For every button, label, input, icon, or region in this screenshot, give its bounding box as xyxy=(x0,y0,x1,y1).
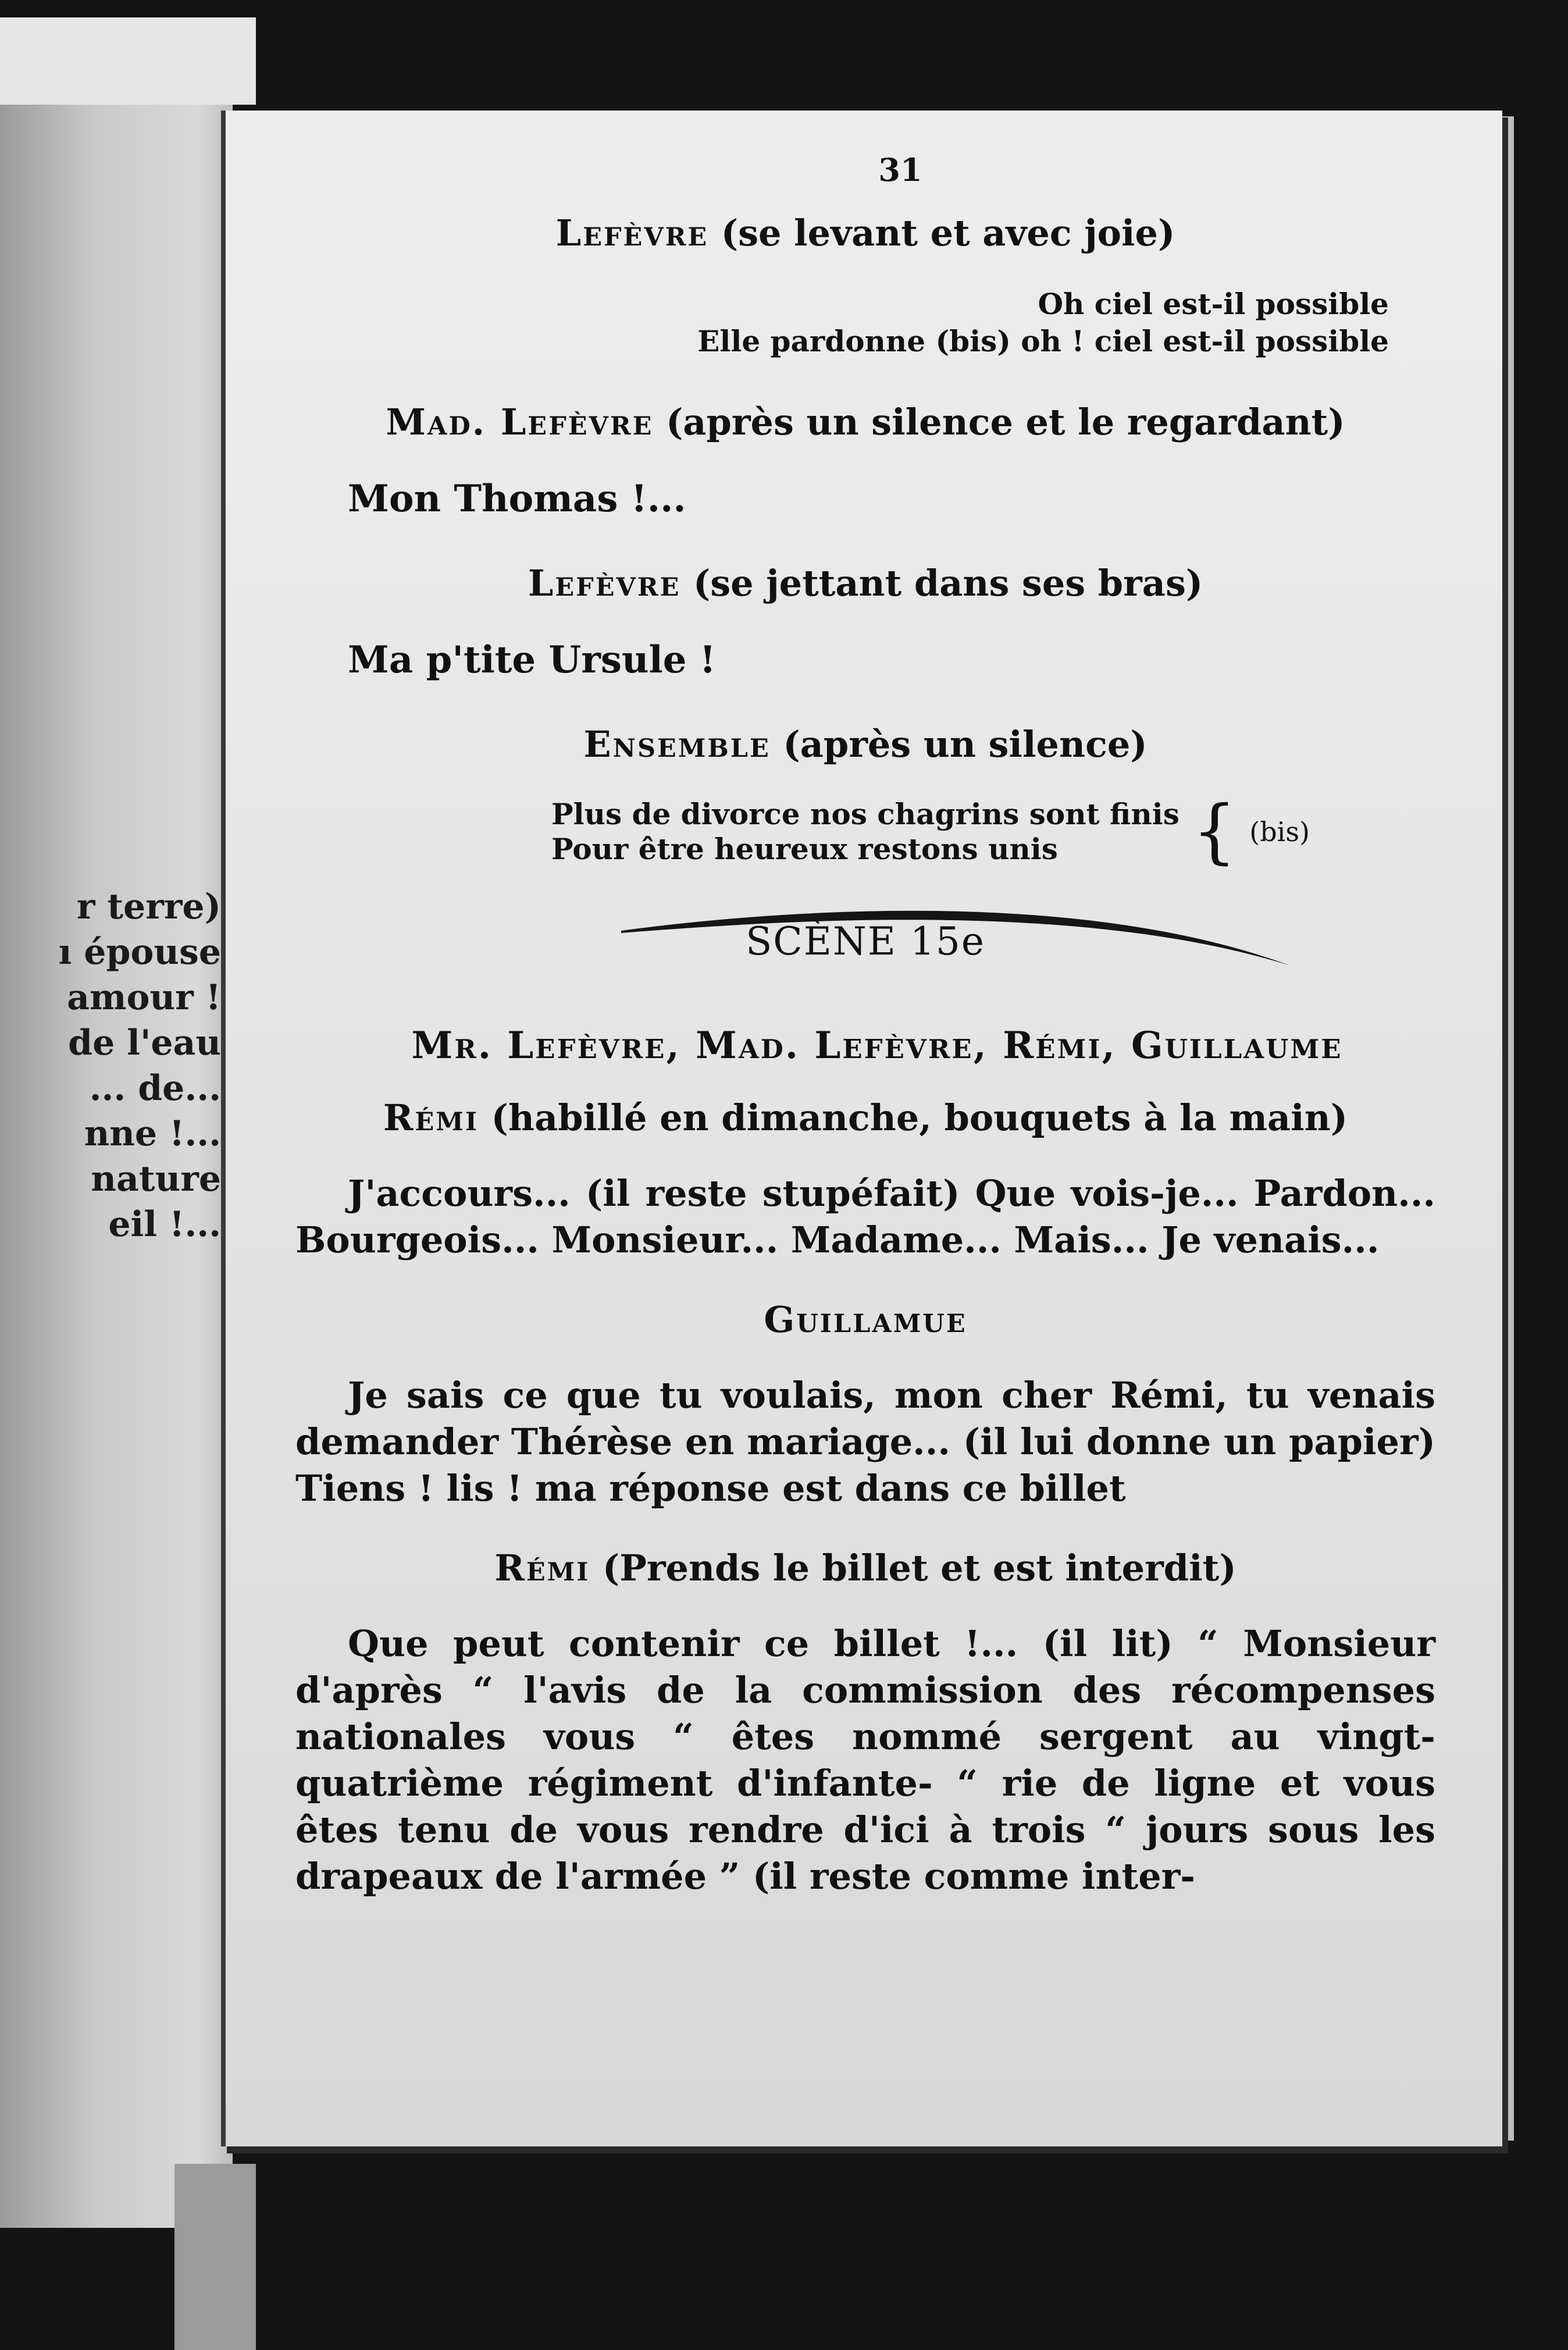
left-fragment: ı épouse xyxy=(58,932,221,973)
chorus-line: Plus de divorce nos chagrins sont finis xyxy=(551,797,1179,831)
left-fragment: eil !... xyxy=(108,1204,221,1245)
left-fragment: nne !... xyxy=(84,1113,221,1154)
left-fragment: nature xyxy=(91,1159,221,1199)
verse xyxy=(295,286,1389,360)
scene-header xyxy=(295,890,1435,1006)
speaker-heading xyxy=(295,401,1435,443)
verse-line: Elle pardonne (bis) oh ! ciel est-il possible xyxy=(697,324,1389,358)
dialogue-paragraph: Je sais ce que tu voulais, mon cher Rémi, tu venais demander Thérèse en mariage... (il lui donne un papier) Tiens ! lis ! ma réponse est dans ce billet xyxy=(295,1374,1435,1509)
dialogue-paragraph: Que peut contenir ce billet !... (il lit) “ Monsieur d'après “ l'avis de la commission des récompenses nationales vous “ êtes nommé sergent au vingt-quatrième régiment d'infante- “ rie de ligne et vous êtes tenu de vous rendre d'ici à trois “ jours sous les drapeaux de l'armée ” (il reste comme inter- xyxy=(295,1622,1435,1897)
left-fragment: ... de... xyxy=(89,1068,221,1109)
speaker-heading xyxy=(295,723,1435,765)
chorus xyxy=(551,791,1435,872)
dialogue-line: Mon Thomas !... xyxy=(348,477,686,521)
speaker-heading xyxy=(295,1298,1435,1341)
speaker-name: Ensemble xyxy=(583,723,771,765)
speaker-name: Guillamue xyxy=(764,1298,967,1341)
scene-title: SCÈNE 15e xyxy=(746,919,985,964)
speaker-name: Lefèvre xyxy=(528,562,681,604)
left-fragment: r terre) xyxy=(76,886,221,927)
verse-line: Oh ciel est-il possible xyxy=(1038,287,1389,321)
left-page-top xyxy=(0,17,256,105)
page-number: 31 xyxy=(878,151,922,188)
dialogue-paragraph: J'accours... (il reste stupéfait) Que vois-je... Pardon... Bourgeois... Monsieur... Madame... Mais... Je venais... xyxy=(295,1172,1435,1261)
speaker-heading xyxy=(295,212,1435,254)
speaker-heading xyxy=(295,1547,1435,1589)
bis-mark: (bis) xyxy=(1249,816,1310,848)
speaker-name: Rémi xyxy=(494,1547,590,1589)
stage-direction: (se levant et avec joie) xyxy=(721,212,1175,254)
speaker-heading xyxy=(295,562,1435,604)
speaker-name: Mad. Lefèvre xyxy=(386,401,654,443)
stage-direction: (habillé en dimanche, bouquets à la main) xyxy=(491,1096,1348,1139)
brace-glyph: { xyxy=(1192,791,1237,872)
book-page xyxy=(221,111,1502,2146)
stage-direction: (après un silence) xyxy=(783,723,1148,765)
stage-direction: (Prends le billet et est interdit) xyxy=(602,1547,1236,1589)
speaker-heading xyxy=(295,1096,1435,1139)
stage-direction: (après un silence et le regardant) xyxy=(665,401,1345,443)
speaker-name: Rémi xyxy=(383,1096,479,1139)
left-page-bottom xyxy=(174,2164,256,2350)
left-fragment: de l'eau xyxy=(68,1023,221,1063)
dialogue-line: Ma p'tite Ursule ! xyxy=(348,638,716,682)
cast-list: Mr. Lefèvre, Mad. Lefèvre, Rémi, Guillaume xyxy=(411,1024,1343,1067)
speaker-name: Lefèvre xyxy=(555,212,709,254)
page-text xyxy=(295,151,1435,1935)
left-fragment: amour ! xyxy=(67,977,221,1018)
left-page-text xyxy=(0,884,221,1247)
chorus-line: Pour être heureux restons unis xyxy=(551,832,1058,866)
stage-direction: (se jettant dans ses bras) xyxy=(693,562,1203,604)
chorus-lines xyxy=(551,797,1179,867)
